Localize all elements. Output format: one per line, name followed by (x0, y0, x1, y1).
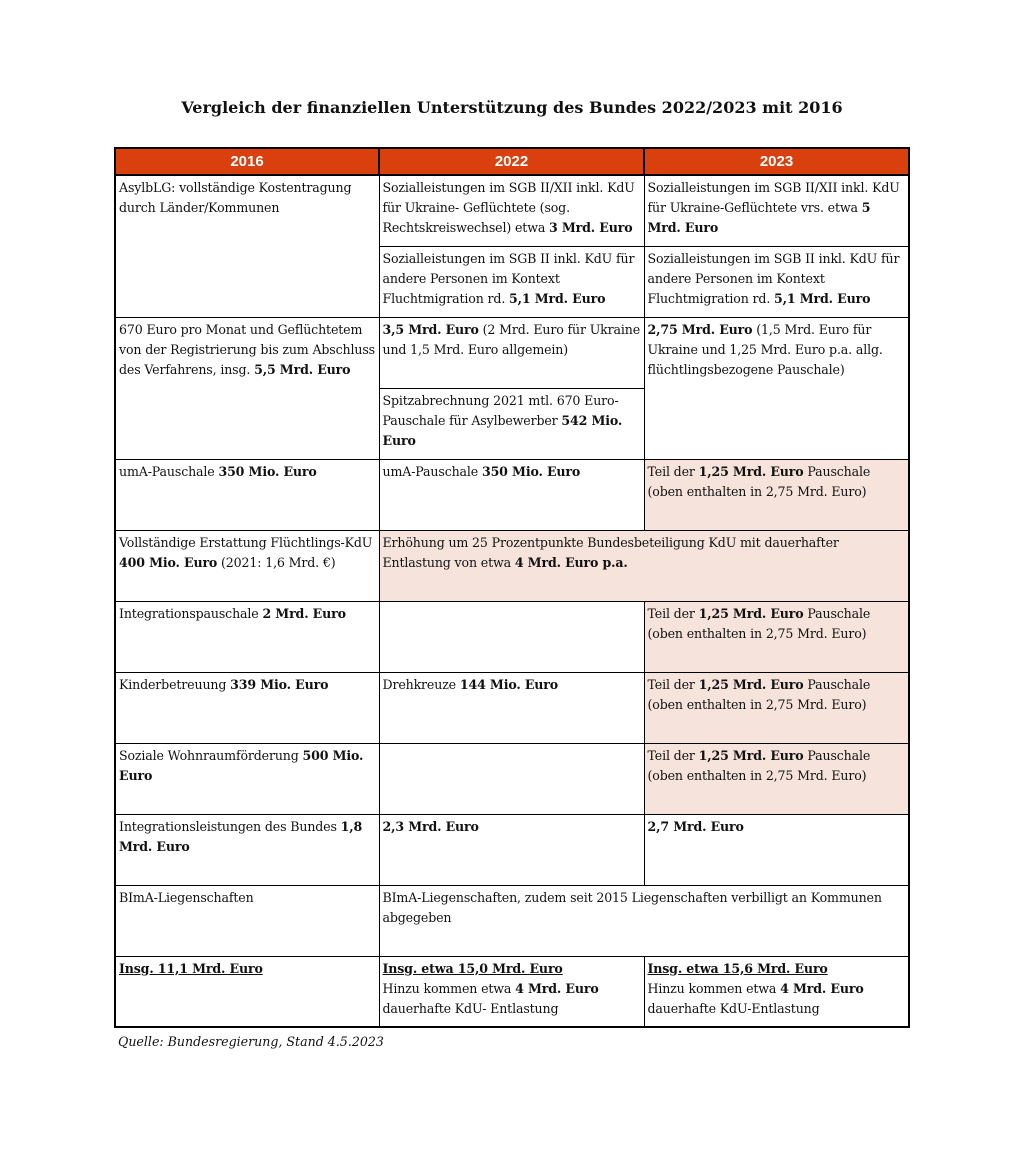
table-row (115, 175, 909, 246)
cell-pauschale-2022: 3,5 Mrd. Euro (2 Mrd. Euro für Ukraine und 1,5 Mrd. Euro allgemein) (379, 317, 644, 388)
cell-spitzabrechnung-2022: Spitzabrechnung 2021 mtl. 670 Euro-Pauschale für Asylbewerber 542 Mio. Euro (379, 388, 644, 459)
cell-bima-2016: BImA-Liegenschaften (115, 885, 379, 956)
cell-total-2023: Insg. etwa 15,6 Mrd. Euro Hinzu kommen etwa 4 Mrd. Euro dauerhafte KdU-Entlastung (644, 956, 909, 1027)
document-title: Vergleich der finanziellen Unterstützung des Bundes 2022/2023 mit 2016 (181, 98, 843, 117)
table-row (115, 530, 909, 601)
source-note: Quelle: Bundesregierung, Stand 4.5.2023 (118, 1034, 384, 1049)
cell-integrationspauschale-2023: Teil der 1,25 Mrd. Euro Pauschale (oben enthalten in 2,75 Mrd. Euro) (644, 601, 909, 672)
cell-drehkreuze-2022: Drehkreuze 144 Mio. Euro (379, 672, 644, 743)
cell-sgb-ukraine-2022: Sozialleistungen im SGB II/XII inkl. KdU für Ukraine- Geflüchtete (sog. Rechtskreiswechsel) etwa 3 Mrd. Euro (379, 175, 644, 246)
cell-integrationspauschale-2016: Integrationspauschale 2 Mrd. Euro (115, 601, 379, 672)
cell-wohnraum-2022 (379, 743, 644, 814)
table-row (115, 601, 909, 672)
cell-uma-2022: umA-Pauschale 350 Mio. Euro (379, 459, 644, 530)
cell-sgb-other-2023: Sozialleistungen im SGB II inkl. KdU für andere Personen im Kontext Fluchtmigration rd. 5,1 Mrd. Euro (644, 246, 909, 317)
header-2023: 2023 (644, 148, 909, 175)
table-row (115, 814, 909, 885)
header-2016: 2016 (115, 148, 379, 175)
cell-uma-2023: Teil der 1,25 Mrd. Euro Pauschale (oben enthalten in 2,75 Mrd. Euro) (644, 459, 909, 530)
table-row (115, 317, 909, 388)
cell-wohnraum-2023: Teil der 1,25 Mrd. Euro Pauschale (oben enthalten in 2,75 Mrd. Euro) (644, 743, 909, 814)
comparison-table (114, 147, 910, 1028)
cell-uma-2016: umA-Pauschale 350 Mio. Euro (115, 459, 379, 530)
cell-wohnraum-2016: Soziale Wohnraumförderung 500 Mio. Euro (115, 743, 379, 814)
table-row (115, 459, 909, 530)
cell-kdu-2016: Vollständige Erstattung Flüchtlings-KdU 400 Mio. Euro (2021: 1,6 Mrd. €) (115, 530, 379, 601)
cell-kdu-2022-2023: Erhöhung um 25 Prozentpunkte Bundesbeteiligung KdU mit dauerhafter Entlastung von etwa 4 Mrd. Euro p.a. (379, 530, 909, 601)
cell-integrationsleistungen-2022: 2,3 Mrd. Euro (379, 814, 644, 885)
table-row (115, 672, 909, 743)
cell-bima-2022-2023: BImA-Liegenschaften, zudem seit 2015 Liegenschaften verbilligt an Kommunen abgegeben (379, 885, 909, 956)
cell-sgb-ukraine-2023: Sozialleistungen im SGB II/XII inkl. KdU für Ukraine-Geflüchtete vrs. etwa 5 Mrd. Euro (644, 175, 909, 246)
cell-asylblg-2016: AsylbLG: vollständige Kostentragung durch Länder/Kommunen (115, 175, 379, 317)
table-row (115, 743, 909, 814)
cell-integrationsleistungen-2016: Integrationsleistungen des Bundes 1,8 Mrd. Euro (115, 814, 379, 885)
table-row-totals (115, 956, 909, 1027)
cell-total-2022: Insg. etwa 15,0 Mrd. Euro Hinzu kommen etwa 4 Mrd. Euro dauerhafte KdU- Entlastung (379, 956, 644, 1027)
header-2022: 2022 (379, 148, 644, 175)
cell-kinderbetreuung-2023: Teil der 1,25 Mrd. Euro Pauschale (oben enthalten in 2,75 Mrd. Euro) (644, 672, 909, 743)
cell-integrationspauschale-2022 (379, 601, 644, 672)
cell-integrationsleistungen-2023: 2,7 Mrd. Euro (644, 814, 909, 885)
cell-pauschale-2023: 2,75 Mrd. Euro (1,5 Mrd. Euro für Ukraine und 1,25 Mrd. Euro p.a. allg. flüchtlingsbezogene Pauschale) (644, 317, 909, 459)
cell-kinderbetreuung-2016: Kinderbetreuung 339 Mio. Euro (115, 672, 379, 743)
table-header-row (115, 148, 909, 175)
cell-sgb-other-2022: Sozialleistungen im SGB II inkl. KdU für andere Personen im Kontext Fluchtmigration rd. 5,1 Mrd. Euro (379, 246, 644, 317)
table-row (115, 885, 909, 956)
cell-pauschale-2016: 670 Euro pro Monat und Geflüchtetem von der Registrierung bis zum Abschluss des Verfahrens, insg. 5,5 Mrd. Euro (115, 317, 379, 459)
cell-total-2016: Insg. 11,1 Mrd. Euro (115, 956, 379, 1027)
